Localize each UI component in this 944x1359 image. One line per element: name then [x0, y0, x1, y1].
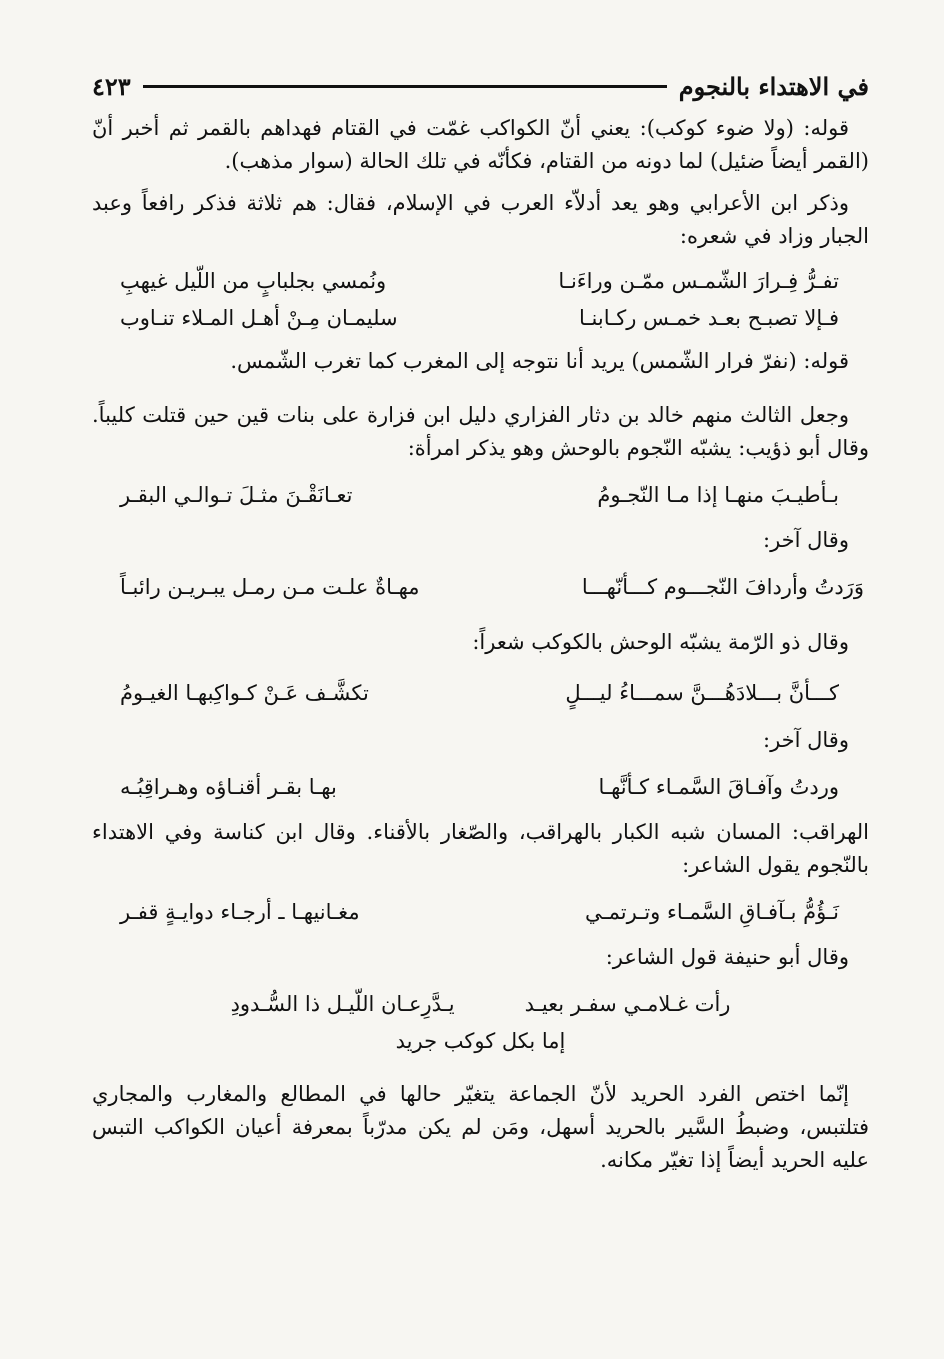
- paragraph: إنّما اختص الفرد الحريد لأنّ الجماعة يتغيّر حالها في المطالع والمغارب والمجاري فتلتبس، وضبطُ السَّير بالحريد أسهل، ومَن لم يكن مدرّباً بمعرفة أعيان الكواكب التبس عليه الحريد أيضاً إذا تغيّر مكانه.: [92, 1082, 869, 1172]
- verse-line-centered: إما بكل كوكب جريد: [395, 1029, 566, 1053]
- page-body: [92, 112, 869, 1177]
- verse-line: [120, 771, 839, 804]
- verse-line: [120, 302, 839, 335]
- verse-hemistich-right: بـأطيـبَ منهـا إذا مـا النّجـومُ: [597, 483, 839, 507]
- header-rule: [143, 85, 667, 88]
- verse-hemistich-right: رأت غـلامـي سفـر بعيـد: [524, 992, 731, 1016]
- verse-hemistich-right: كـــأنَّ بـــلادَهُـــنَّ سمـــاءُ ليـــلٍ: [565, 681, 839, 705]
- chapter-title: في الاهتداء بالنجوم: [678, 71, 869, 101]
- paragraph: وقال أبو حنيفة قول الشاعر:: [605, 945, 849, 969]
- paragraph: وذكر ابن الأعرابي وهو يعد أدلاّء العرب في الإسلام، فقال: هم ثلاثة فذكر رافعاً وعبد الجبار وزاد في شعره:: [92, 191, 869, 248]
- verse-hemistich-right: فـإلا تصبـح بعـد خمـس ركـابنـا: [579, 306, 839, 330]
- verse-line: [120, 677, 839, 710]
- running-header: [92, 66, 869, 106]
- verse-hemistich-left: يـدَّرِعـان اللّيـل ذا السُّـدودِ: [230, 992, 455, 1016]
- paragraph: وقال ذو الرّمة يشبّه الوحش بالكوكب شعراً:: [472, 630, 849, 654]
- verse-hemistich-right: وردتُ وآفـاقَ السَّمـاء كـأنَّهـا: [598, 775, 839, 799]
- verse-line: [92, 988, 869, 1021]
- verse-line: [120, 265, 839, 298]
- verse-hemistich-left: تكشَّـف عَـنْ كـواكِبهـا الغيـومُ: [120, 681, 369, 705]
- verse-hemistich-right: نَـؤُمُّ بـآفـاقِ السَّمـاء وتـرتمـي: [584, 900, 839, 924]
- verse-hemistich-left: سليمـان مِـنْ أهـل المـلاء تنـاوب: [120, 306, 398, 330]
- verse-line: [120, 896, 839, 929]
- paragraph: وقال آخر:: [763, 528, 849, 552]
- verse-hemistich-left: مهـاةٌ علـت مـن رمـل يبـريـن رائبـاً: [120, 575, 420, 599]
- paragraph: قوله: (ولا ضوء كوكب): يعني أنّ الكواكب غمّت في القتام فهداهم بالقمر ثم أخبر أنّ (القمر أيضاً ضئيل) لما دونه من القتام، فكأنّه في تلك الحالة (سوار مذهب).: [92, 116, 869, 173]
- verse-line: [120, 479, 839, 512]
- paragraph: وقال آخر:: [763, 728, 849, 752]
- page-number: ٤٢٣: [92, 71, 131, 101]
- paragraph: الهراقب: المسان شبه الكبار بالهراقب، والصّغار بالأقناء. وقال ابن كناسة وفي الاهتداء بالنّجوم يقول الشاعر:: [92, 820, 869, 877]
- verse-hemistich-left: ونُمسي بجلبابٍ من اللّيل غيهبِ: [120, 269, 387, 293]
- verse-line: [120, 571, 864, 604]
- verse-hemistich-left: بهـا بقـر أقنـاؤه وهـراقِبُـه: [120, 775, 337, 799]
- paragraph: قوله: (نفرّ فرار الشّمس) يريد أنا نتوجه إلى المغرب كما تغرب الشّمس.: [230, 349, 849, 373]
- verse-hemistich-left: تعـانَقْـنَ مثـلَ تـوالـي البقـر: [120, 483, 353, 507]
- verse-hemistich-left: مغـانيهـا ـ أرجـاء دوايـةٍ قفـر: [120, 900, 360, 924]
- verse-hemistich-right: تفـرُّ فِـرارَ الشّمـس ممّـن وراءَنـا: [558, 269, 839, 293]
- paragraph: وجعل الثالث منهم خالد بن دثار الفزاري دليل ابن فزارة على بنات قين حين قتلت كليباً. وقال أبو ذؤيب: يشبّه النّجوم بالوحش وهو يذكر امرأة:: [92, 403, 869, 460]
- verse-hemistich-right: وَرَدتُ وأردافَ النّجـــوم كـــأنّهـــا: [581, 575, 864, 599]
